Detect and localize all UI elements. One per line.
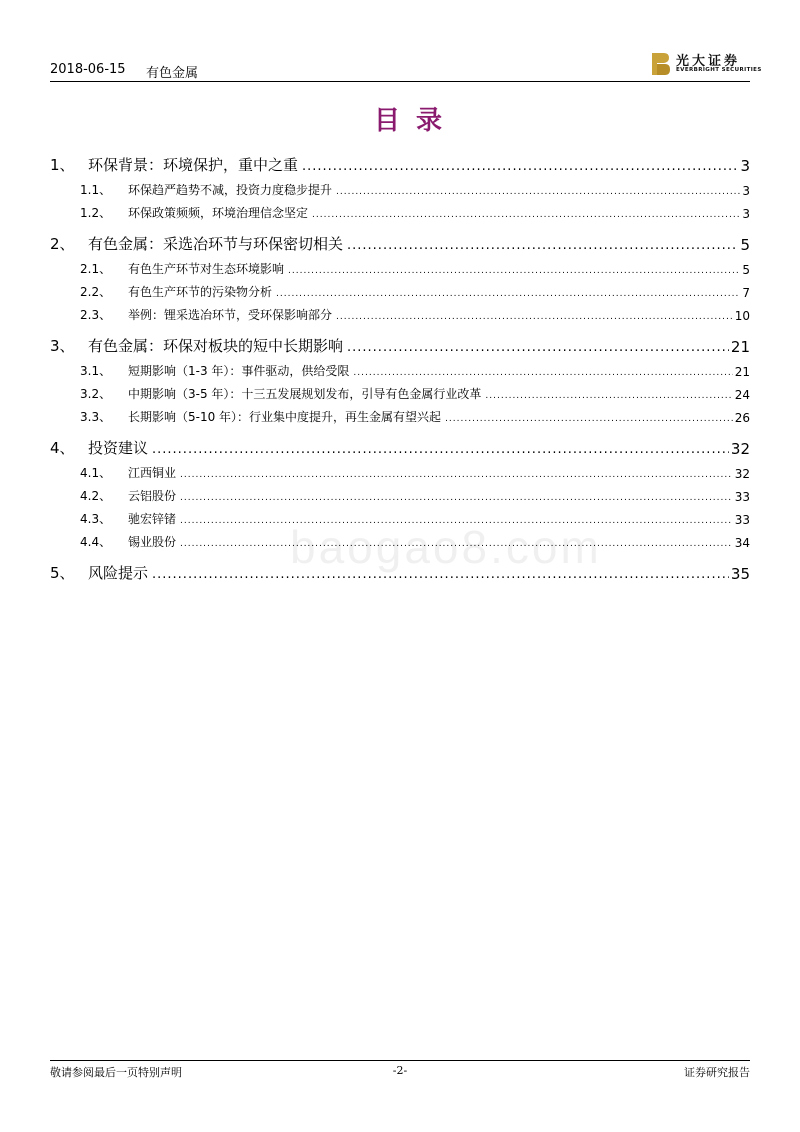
- toc-dot-leader: [178, 469, 733, 481]
- toc-dot-leader: [334, 186, 740, 198]
- toc-entry-title: 有色金属：采选冶环节与环保密切相关: [88, 235, 344, 253]
- logo-english-name: EVERBRIGHT SECURITIES: [676, 67, 762, 73]
- page-header: [50, 54, 762, 82]
- toc-entry-title: 环保趋严趋势不减，投资力度稳步提升: [128, 183, 333, 197]
- toc-entry-number: 4、: [50, 439, 75, 457]
- footer-disclaimer: 敬请参阅最后一页特别声明: [50, 1066, 182, 1079]
- toc-entry-title: 云铝股份: [128, 489, 177, 503]
- toc-entry-title: 举例：锂采选冶环节，受环保影响部分: [128, 308, 333, 322]
- toc-entry-title: 风险提示: [88, 564, 149, 582]
- toc-dot-leader: [300, 160, 738, 175]
- toc-entry-number: 1.2、: [80, 206, 112, 220]
- header-divider: [50, 81, 750, 82]
- toc-entry-title: 投资建议: [88, 439, 149, 457]
- toc-entry-number: 1.1、: [80, 183, 112, 197]
- toc-dot-leader: [483, 390, 732, 402]
- toc-dot-leader: [334, 311, 733, 323]
- toc-entry-number: 1、: [50, 156, 75, 174]
- toc-section-link[interactable]: [50, 152, 750, 175]
- toc-entry-title: 有色金属：环保对板块的短中长期影响: [88, 337, 344, 355]
- toc-entry-number: 3、: [50, 337, 75, 355]
- toc-entry-number: 2.2、: [80, 285, 112, 299]
- watermark: baogao8.com: [290, 521, 602, 573]
- toc-dot-leader: [274, 288, 740, 300]
- page-number: -2-: [392, 1064, 408, 1077]
- toc-subsection-link[interactable]: [50, 481, 750, 504]
- toc-entry-page: 5: [740, 236, 750, 254]
- toc-entry-page: 7: [742, 286, 750, 300]
- toc-subsection-link[interactable]: [50, 300, 750, 323]
- toc-entry-number: 3.1、: [80, 364, 112, 378]
- toc-entry-title: 驰宏锌锗: [128, 512, 177, 526]
- toc-entry-number: 5、: [50, 564, 75, 582]
- toc-entry-page: 21: [730, 338, 750, 356]
- toc-subsection-link[interactable]: [50, 277, 750, 300]
- toc-section-link[interactable]: [50, 231, 750, 254]
- toc-entry-number: 4.4、: [80, 535, 112, 549]
- toc-subsection-link[interactable]: [50, 458, 750, 481]
- toc-subsection-link[interactable]: [50, 198, 750, 221]
- toc-title: 目录: [373, 106, 458, 136]
- toc-entry-number: 3.2、: [80, 387, 112, 401]
- toc-entry-title: 有色生产环节的污染物分析: [128, 285, 273, 299]
- header-sector: 有色金属: [146, 66, 199, 81]
- toc-section-link[interactable]: [50, 435, 750, 458]
- toc-entry-title: 锡业股份: [128, 535, 177, 549]
- toc-dot-leader: [178, 492, 733, 504]
- toc-section-link[interactable]: [50, 333, 750, 356]
- toc-entry-number: 2.3、: [80, 308, 112, 322]
- table-of-contents: [50, 152, 750, 583]
- toc-entry-page: 24: [734, 388, 750, 402]
- toc-dot-leader: [310, 209, 740, 221]
- toc-entry-page: 3: [742, 184, 750, 198]
- toc-dot-leader: [345, 341, 729, 356]
- footer-divider: [50, 1060, 750, 1061]
- toc-entry-page: 5: [742, 263, 750, 277]
- toc-entry-page: 34: [734, 536, 750, 550]
- toc-entry-number: 2、: [50, 235, 75, 253]
- toc-entry-page: 32: [734, 467, 750, 481]
- toc-entry-number: 4.1、: [80, 466, 112, 480]
- toc-entry-title: 长期影响（5-10 年）：行业集中度提升，再生金属有望兴起: [128, 410, 442, 424]
- toc-entry-page: 26: [734, 411, 750, 425]
- toc-dot-leader: [286, 265, 740, 277]
- toc-subsection-link[interactable]: [50, 356, 750, 379]
- toc-entry-page: 33: [734, 513, 750, 527]
- toc-entry-page: 32: [730, 440, 750, 458]
- toc-entry-page: 35: [730, 565, 750, 583]
- toc-entry-title: 环保背景：环境保护，重中之重: [88, 156, 299, 174]
- toc-entry-page: 21: [734, 365, 750, 379]
- toc-entry-title: 短期影响（1-3 年）：事件驱动，供给受限: [128, 364, 350, 378]
- toc-dot-leader: [345, 239, 738, 254]
- header-date: 2018-06-15: [50, 62, 126, 77]
- toc-entry-page: 3: [742, 207, 750, 221]
- toc-entry-number: 4.2、: [80, 489, 112, 503]
- toc-entry-number: 4.3、: [80, 512, 112, 526]
- toc-subsection-link[interactable]: [50, 402, 750, 425]
- company-logo: [650, 50, 762, 78]
- toc-subsection-link[interactable]: [50, 175, 750, 198]
- toc-subsection-link[interactable]: [50, 379, 750, 402]
- toc-entry-number: 2.1、: [80, 262, 112, 276]
- toc-entry-page: 10: [734, 309, 750, 323]
- toc-dot-leader: [351, 367, 732, 379]
- toc-entry-title: 江西铜业: [128, 466, 177, 480]
- toc-entry-title: 环保政策频频，环境治理信念坚定: [128, 206, 309, 220]
- toc-entry-number: 3.3、: [80, 410, 112, 424]
- toc-entry-title: 有色生产环节对生态环境影响: [128, 262, 285, 276]
- toc-entry-page: 3: [740, 157, 750, 175]
- everbright-logo-icon: [650, 52, 672, 76]
- footer-report-type: 证券研究报告: [684, 1066, 750, 1079]
- toc-dot-leader: [443, 413, 733, 425]
- toc-entry-page: 33: [734, 490, 750, 504]
- toc-subsection-link[interactable]: [50, 254, 750, 277]
- toc-entry-title: 中期影响（3-5 年）：十三五发展规划发布，引导有色金属行业改革: [128, 387, 482, 401]
- logo-chinese-name: 光大证券: [676, 54, 741, 69]
- toc-dot-leader: [150, 443, 729, 458]
